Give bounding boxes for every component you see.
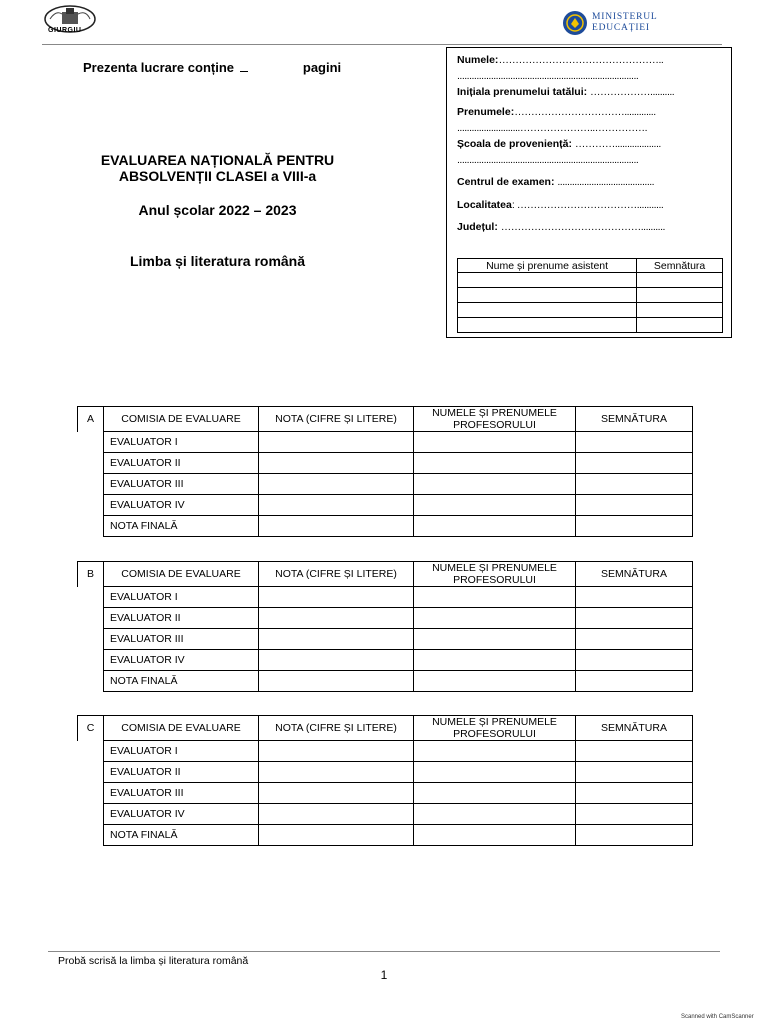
scan-watermark: Scanned with CamScanner — [681, 1014, 754, 1020]
subject-title: Limba și literatura română — [129, 253, 306, 269]
centru-label: Centrul de examen: — [457, 176, 555, 188]
evaluator-label: NOTA FINALĂ — [104, 516, 259, 537]
assistant-name-cell[interactable] — [458, 288, 637, 303]
signature-cell[interactable] — [576, 762, 693, 783]
teacher-name-cell[interactable] — [414, 587, 576, 608]
teacher-name-cell[interactable] — [414, 608, 576, 629]
assistant-row — [458, 303, 723, 318]
assistant-signature-cell[interactable] — [637, 288, 723, 303]
numele-label: Numele: — [457, 54, 499, 66]
assistant-signature-header: Semnătura — [637, 259, 723, 273]
numele-field-continued[interactable] — [457, 70, 638, 82]
table-margin-cell — [78, 608, 104, 629]
signature-cell[interactable] — [576, 671, 693, 692]
evaluator-label: EVALUATOR III — [104, 629, 259, 650]
evaluator-label: EVALUATOR I — [104, 587, 259, 608]
evaluation-table-header — [78, 716, 693, 741]
evaluator-label: EVALUATOR IV — [104, 804, 259, 825]
grade-cell[interactable] — [259, 650, 414, 671]
signature-column-header: SEMNĂTURA — [576, 716, 693, 741]
evaluation-row — [78, 650, 693, 671]
evaluator-label: EVALUATOR II — [104, 453, 259, 474]
scoala-field-continued[interactable] — [457, 154, 638, 166]
signature-cell[interactable] — [576, 650, 693, 671]
teacher-name-column-header: NUMELE ȘI PRENUMELE PROFESORULUI — [414, 716, 576, 741]
signature-column-header: SEMNĂTURA — [576, 562, 693, 587]
teacher-name-cell[interactable] — [414, 629, 576, 650]
teacher-name-cell[interactable] — [414, 671, 576, 692]
localitatea-field[interactable] — [457, 199, 663, 211]
commission-column-header: COMISIA DE EVALUARE — [104, 562, 259, 587]
candidate-identity-box — [446, 47, 732, 338]
teacher-name-cell[interactable] — [414, 516, 576, 537]
numele-field[interactable] — [457, 54, 663, 66]
evaluation-table-b — [77, 561, 693, 692]
page-count-line — [83, 60, 341, 75]
table-margin-cell — [78, 453, 104, 474]
evaluator-label: EVALUATOR IV — [104, 495, 259, 516]
ministry-logo — [562, 8, 672, 38]
table-margin-cell — [78, 474, 104, 495]
initiala-dots: ……………….......... — [590, 86, 675, 98]
evaluation-table-header — [78, 407, 693, 432]
localitatea-label: Localitatea — [457, 199, 512, 211]
table-margin-cell — [78, 629, 104, 650]
grade-cell[interactable] — [259, 608, 414, 629]
evaluator-label: EVALUATOR II — [104, 762, 259, 783]
table-margin-cell — [78, 671, 104, 692]
teacher-name-cell[interactable] — [414, 650, 576, 671]
grade-cell[interactable] — [259, 804, 414, 825]
grade-column-header: NOTA (CIFRE ȘI LITERE) — [259, 716, 414, 741]
signature-column-header: SEMNĂTURA — [576, 407, 693, 432]
centru-field[interactable] — [457, 176, 654, 188]
assistant-signature-cell[interactable] — [637, 273, 723, 288]
footer-text: Probă scrisă la limba și literatura română — [58, 955, 249, 967]
evaluation-row — [78, 516, 693, 537]
commission-column-header: COMISIA DE EVALUARE — [104, 407, 259, 432]
evaluation-row — [78, 741, 693, 762]
assistant-table-header — [458, 259, 723, 273]
table-letter: A — [78, 407, 104, 432]
evaluator-label: EVALUATOR II — [104, 608, 259, 629]
scoala-label: Școala de proveniență: — [457, 138, 572, 150]
commission-column-header: COMISIA DE EVALUARE — [104, 716, 259, 741]
grade-cell[interactable] — [259, 474, 414, 495]
ministry-line-1: MINISTERUL — [592, 12, 658, 22]
evaluation-row — [78, 587, 693, 608]
exam-title — [60, 152, 375, 184]
numele-dots-line-2: ........................................................................... — [457, 70, 639, 82]
grade-cell[interactable] — [259, 671, 414, 692]
initiala-label: Inițiala prenumelui tatălui: — [457, 86, 588, 98]
evaluator-label: EVALUATOR III — [104, 474, 259, 495]
signature-cell[interactable] — [576, 741, 693, 762]
signature-cell[interactable] — [576, 629, 693, 650]
judetul-label: Județul: — [457, 221, 498, 233]
header-divider — [42, 44, 722, 45]
assistant-name-cell[interactable] — [458, 273, 637, 288]
grade-cell[interactable] — [259, 762, 414, 783]
prenumele-label: Prenumele: — [457, 106, 515, 118]
teacher-name-cell[interactable] — [414, 741, 576, 762]
signature-cell[interactable] — [576, 804, 693, 825]
signature-cell[interactable] — [576, 432, 693, 453]
prenumele-field-continued[interactable] — [457, 122, 647, 134]
teacher-name-cell[interactable] — [414, 453, 576, 474]
pages-prefix: Prezenta lucrare conține — [83, 60, 234, 75]
numele-dots: ………………………………………….. — [498, 54, 664, 66]
signature-cell[interactable] — [576, 474, 693, 495]
table-margin-cell — [78, 650, 104, 671]
evaluation-row — [78, 825, 693, 846]
assistant-row — [458, 318, 723, 333]
grade-cell[interactable] — [259, 629, 414, 650]
evaluation-row — [78, 608, 693, 629]
table-margin-cell — [78, 762, 104, 783]
centru-dots: ........................................ — [557, 176, 655, 188]
evaluation-row — [78, 783, 693, 804]
evaluation-row — [78, 432, 693, 453]
signature-cell[interactable] — [576, 608, 693, 629]
signature-cell[interactable] — [576, 587, 693, 608]
teacher-name-cell[interactable] — [414, 783, 576, 804]
table-letter: B — [78, 562, 104, 587]
school-logo-label: GIURGIU — [48, 27, 82, 34]
grade-cell[interactable] — [259, 453, 414, 474]
table-margin-cell — [78, 783, 104, 804]
signature-cell[interactable] — [576, 783, 693, 804]
teacher-name-cell[interactable] — [414, 825, 576, 846]
prenumele-field[interactable] — [457, 106, 656, 118]
grade-cell[interactable] — [259, 516, 414, 537]
scoala-dots-line-2: ........................................................................... — [457, 154, 639, 166]
table-margin-cell — [78, 741, 104, 762]
evaluation-row — [78, 804, 693, 825]
ministry-emblem-icon — [562, 10, 588, 36]
assistant-name-header: Nume și prenume asistent — [458, 259, 637, 273]
grade-cell[interactable] — [259, 495, 414, 516]
assistant-row — [458, 273, 723, 288]
ministry-name — [592, 12, 658, 34]
grade-cell[interactable] — [259, 432, 414, 453]
evaluation-table-a — [77, 406, 693, 537]
teacher-name-cell[interactable] — [414, 762, 576, 783]
table-margin-cell — [78, 516, 104, 537]
table-margin-cell — [78, 804, 104, 825]
assistant-name-cell[interactable] — [458, 303, 637, 318]
evaluator-label: EVALUATOR III — [104, 783, 259, 804]
table-margin-cell — [78, 825, 104, 846]
evaluation-row — [78, 495, 693, 516]
evaluator-label: NOTA FINALĂ — [104, 671, 259, 692]
signature-cell[interactable] — [576, 516, 693, 537]
scoala-field[interactable] — [457, 138, 661, 150]
exam-title-line-2: ABSOLVENȚII CLASEI a VIII-a — [118, 168, 317, 184]
teacher-name-cell[interactable] — [414, 432, 576, 453]
evaluation-row — [78, 474, 693, 495]
prenumele-dots: ……………………………............. — [514, 106, 656, 118]
school-year: Anul școlar 2022 – 2023 — [138, 202, 297, 218]
pages-suffix: pagini — [302, 60, 342, 75]
judetul-dots: …………………………………….......... — [500, 221, 665, 233]
exam-title-line-1: EVALUAREA NAȚIONALĂ PENTRU — [100, 152, 335, 168]
evaluator-label: NOTA FINALĂ — [104, 825, 259, 846]
assistant-row — [458, 288, 723, 303]
signature-cell[interactable] — [576, 495, 693, 516]
grade-column-header: NOTA (CIFRE ȘI LITERE) — [259, 562, 414, 587]
assistant-signature-cell[interactable] — [637, 303, 723, 318]
teacher-name-cell[interactable] — [414, 495, 576, 516]
grade-cell[interactable] — [259, 783, 414, 804]
page-count-blank[interactable] — [240, 71, 248, 72]
evaluation-row — [78, 453, 693, 474]
evaluation-table-header — [78, 562, 693, 587]
signature-cell[interactable] — [576, 825, 693, 846]
judetul-field[interactable] — [457, 221, 665, 233]
evaluation-row — [78, 762, 693, 783]
initiala-field[interactable] — [457, 86, 674, 98]
localitatea-dots: : ………………………………........... — [511, 199, 664, 211]
ministry-line-2: EDUCAȚIEI — [592, 23, 650, 33]
table-margin-cell — [78, 432, 104, 453]
teacher-name-column-header: NUMELE ȘI PRENUMELE PROFESORULUI — [414, 407, 576, 432]
evaluator-label: EVALUATOR I — [104, 432, 259, 453]
page-number: 1 — [380, 968, 388, 982]
footer-divider — [48, 951, 720, 952]
grade-cell[interactable] — [259, 587, 414, 608]
teacher-name-cell[interactable] — [414, 474, 576, 495]
assistant-signature-cell[interactable] — [637, 318, 723, 333]
grade-cell[interactable] — [259, 741, 414, 762]
scoala-dots: …………................... — [574, 138, 661, 150]
signature-cell[interactable] — [576, 453, 693, 474]
assistant-name-cell[interactable] — [458, 318, 637, 333]
teacher-name-cell[interactable] — [414, 804, 576, 825]
grade-column-header: NOTA (CIFRE ȘI LITERE) — [259, 407, 414, 432]
prenumele-dots-line-2: ..........................…………………..……………. — [457, 122, 648, 134]
evaluator-label: EVALUATOR I — [104, 741, 259, 762]
evaluation-table-c — [77, 715, 693, 846]
table-margin-cell — [78, 495, 104, 516]
evaluation-row — [78, 629, 693, 650]
teacher-name-column-header: NUMELE ȘI PRENUMELE PROFESORULUI — [414, 562, 576, 587]
grade-cell[interactable] — [259, 825, 414, 846]
evaluator-label: EVALUATOR IV — [104, 650, 259, 671]
evaluation-row — [78, 671, 693, 692]
assistant-table — [457, 258, 723, 333]
table-letter: C — [78, 716, 104, 741]
table-margin-cell — [78, 587, 104, 608]
